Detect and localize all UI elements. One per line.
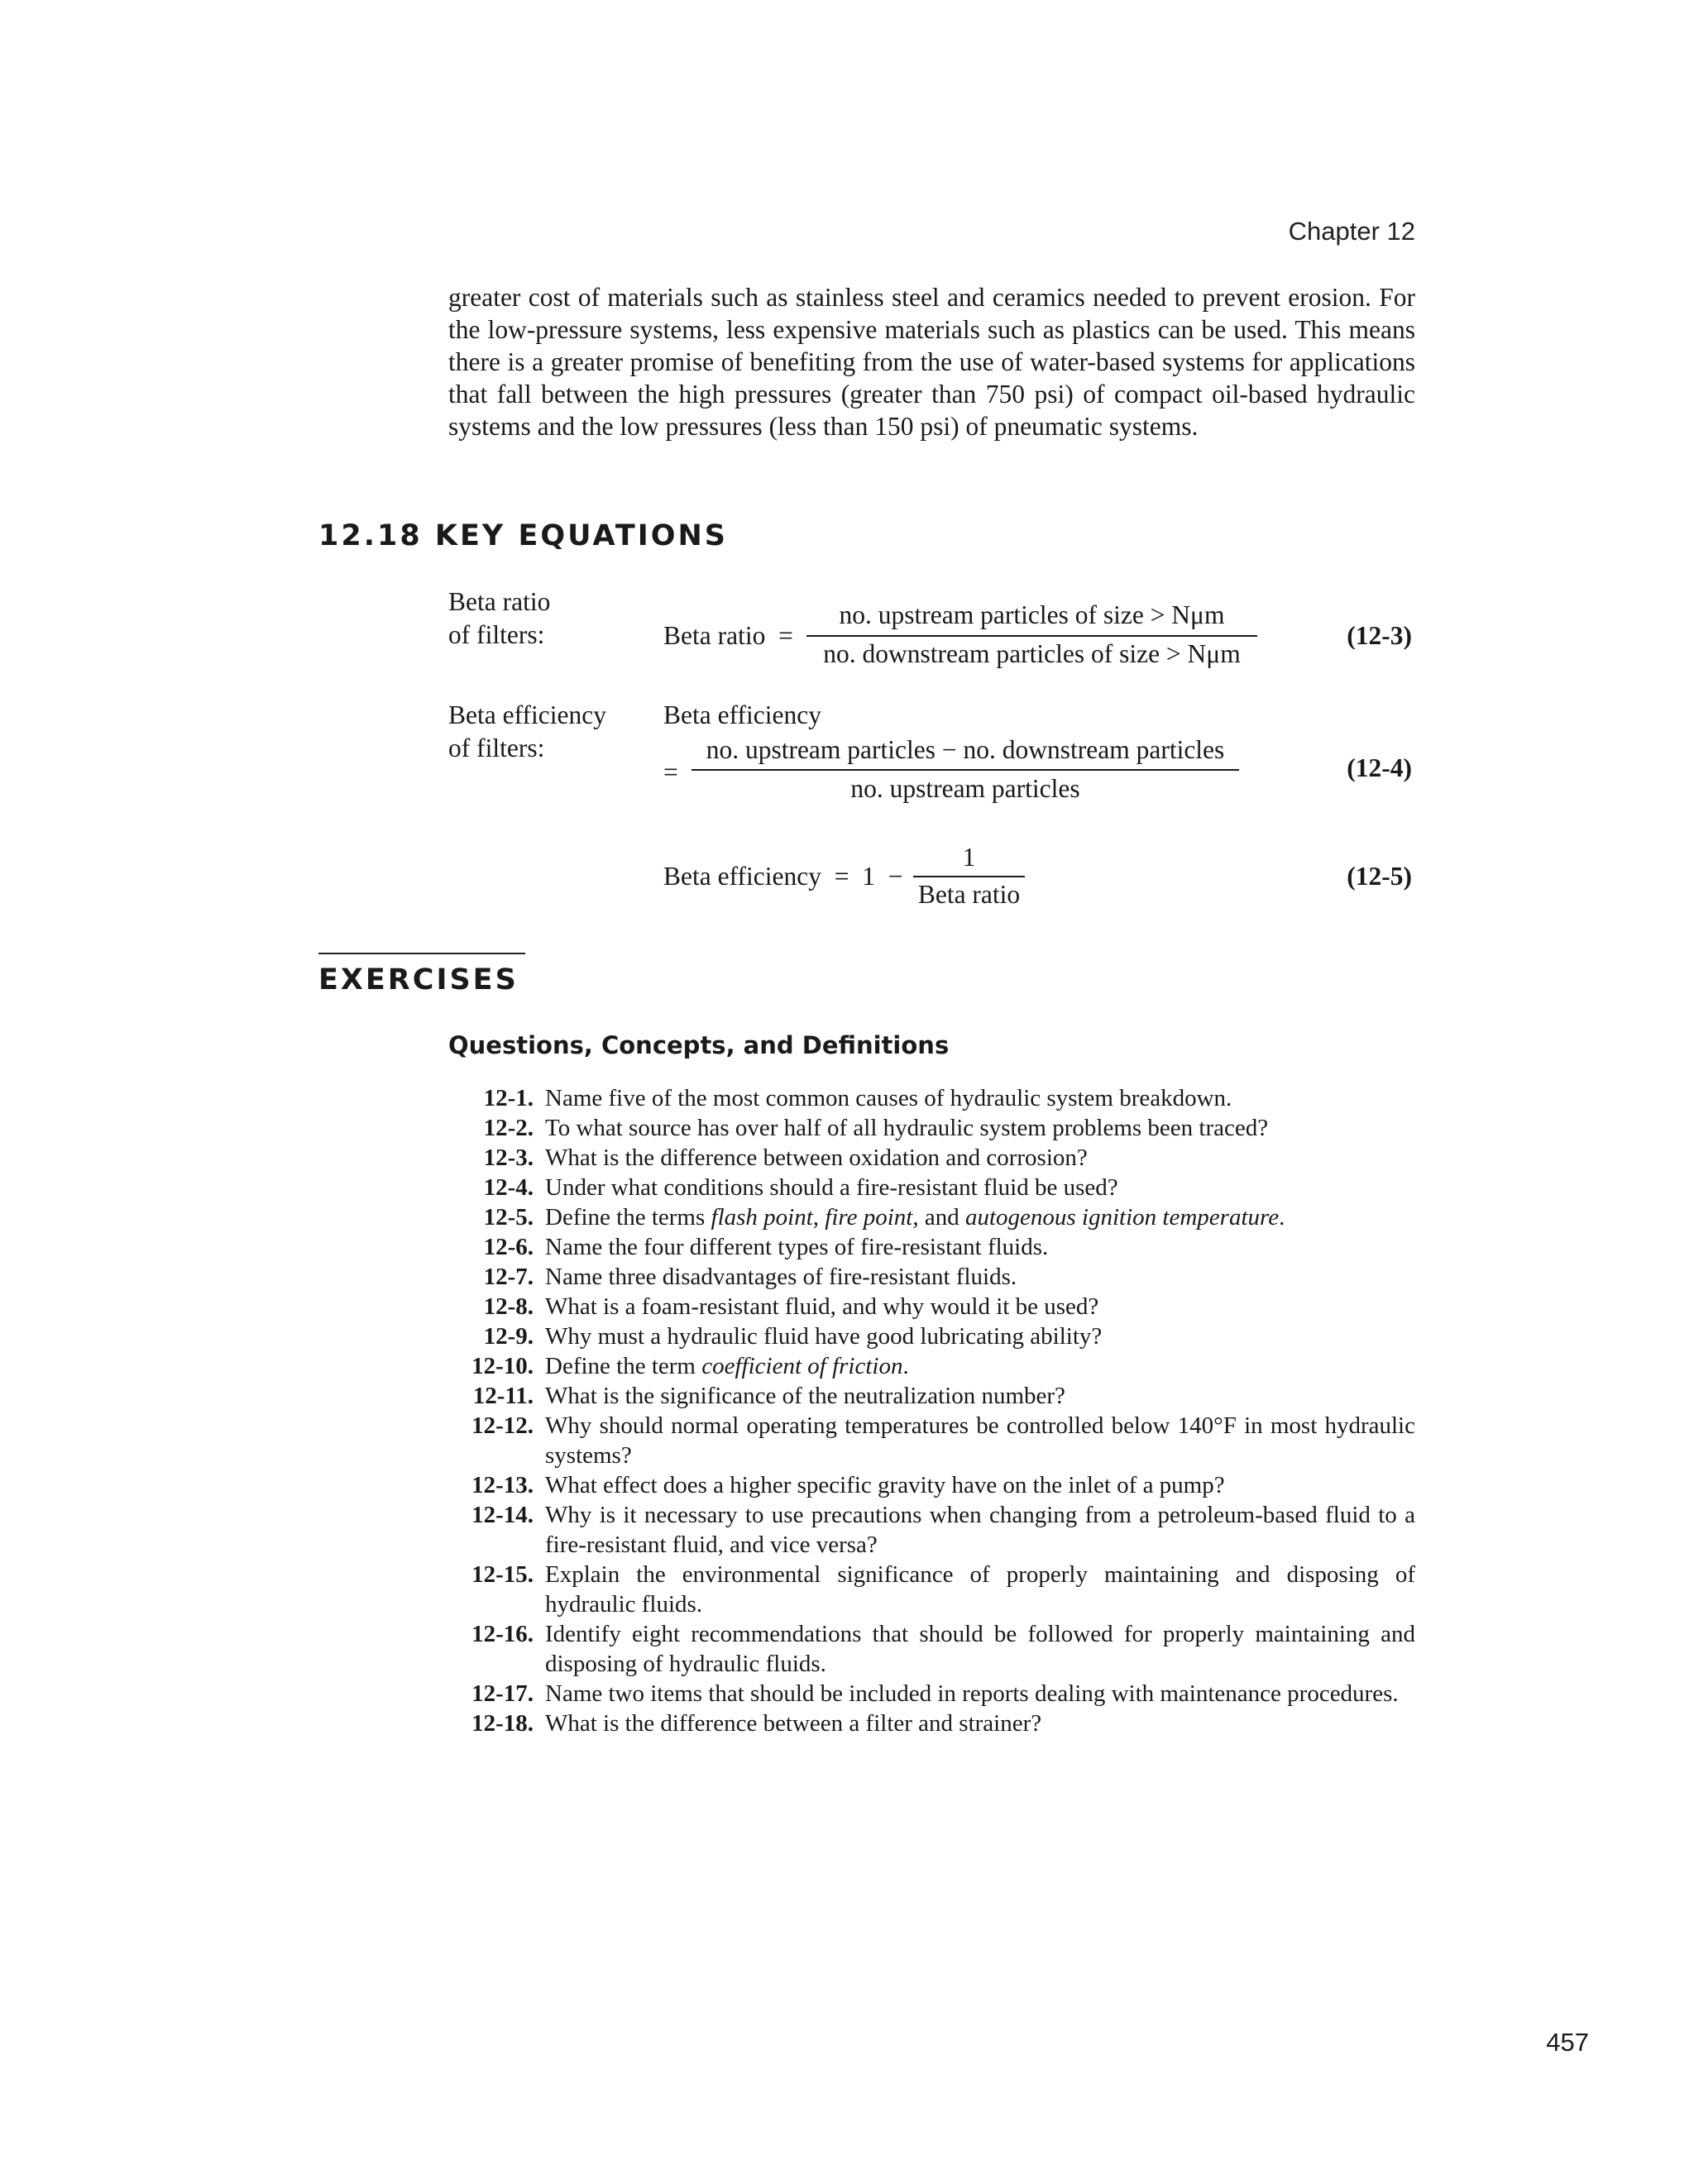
list-item bbox=[448, 1351, 1415, 1381]
list-item bbox=[448, 1560, 1415, 1619]
exercise-list bbox=[448, 1083, 1415, 1738]
beta-ratio-denominator: no. downstream particles of size > Nμm bbox=[823, 639, 1241, 668]
exercises-rule bbox=[318, 953, 525, 954]
exercise-text: What effect does a higher specific gravity have on the inlet of a pump? bbox=[545, 1472, 1225, 1498]
exercise-text-part: Define the term bbox=[545, 1353, 702, 1379]
exercise-number: 12-8. bbox=[483, 1293, 534, 1320]
list-item bbox=[448, 1619, 1415, 1679]
list-item bbox=[448, 1202, 1415, 1232]
exercise-text: Identify eight recommendations that should be followed for properly maintaining and disposing of hydraulic fluids. bbox=[545, 1621, 1415, 1677]
exercise-number: 12-10. bbox=[471, 1353, 534, 1379]
list-item bbox=[448, 1679, 1415, 1708]
key-equations-heading: 12.18 KEY EQUATIONS bbox=[318, 519, 728, 552]
page-number: 457 bbox=[1546, 2028, 1589, 2057]
exercise-number: 12-3. bbox=[483, 1145, 534, 1171]
list-item bbox=[448, 1262, 1415, 1292]
list-item bbox=[448, 1381, 1415, 1411]
exercise-text: What is the difference between oxidation and corrosion? bbox=[545, 1145, 1088, 1171]
exercise-text: To what source has over half of all hydraulic system problems been traced? bbox=[545, 1115, 1269, 1141]
exercise-text-part: , and bbox=[912, 1204, 965, 1231]
exercise-text: Name the four different types of fire-resistant fluids. bbox=[545, 1234, 1049, 1260]
exercises-heading: EXERCISES bbox=[318, 963, 519, 996]
exercise-text-part: . bbox=[1279, 1204, 1285, 1231]
exercise-number: 12-18. bbox=[471, 1710, 534, 1737]
beta-efficiency-label-line1: Beta efficiency bbox=[448, 700, 606, 729]
beta-efficiency-alt-denominator: Beta ratio bbox=[917, 880, 1021, 909]
beta-efficiency-numerator: no. upstream particles − no. downstream particles bbox=[706, 735, 1225, 764]
exercise-text: Why should normal operating temperatures be controlled below 140°F in most hydraulic systems? bbox=[545, 1412, 1415, 1469]
beta-ratio-label bbox=[448, 585, 550, 652]
list-item bbox=[448, 1143, 1415, 1173]
term-coefficient-of-friction: coefficient of friction bbox=[701, 1353, 903, 1379]
exercise-text: Name three disadvantages of fire-resistant fluids. bbox=[545, 1264, 1017, 1290]
exercise-text: Why must a hydraulic fluid have good lubricating ability? bbox=[545, 1323, 1103, 1350]
term-autogenous-ignition: autogenous ignition temperature bbox=[964, 1204, 1280, 1231]
exercise-number: 12-6. bbox=[483, 1234, 534, 1260]
equation-number-12-3: (12-3) bbox=[1347, 621, 1412, 650]
exercise-text-part: Define the terms bbox=[545, 1204, 711, 1231]
list-item bbox=[448, 1708, 1415, 1738]
exercise-number: 12-12. bbox=[471, 1412, 534, 1439]
exercise-text bbox=[545, 1351, 1415, 1381]
list-item bbox=[448, 1321, 1415, 1351]
list-item bbox=[448, 1232, 1415, 1262]
exercise-text: Name five of the most common causes of hydraulic system breakdown. bbox=[545, 1085, 1232, 1111]
exercise-text bbox=[545, 1202, 1415, 1232]
exercise-number: 12-14. bbox=[471, 1502, 534, 1528]
intro-paragraph: greater cost of materials such as stainless steel and ceramics needed to prevent erosion. For the low-pressure systems, less expensive materials such as plastics can be used. This means there is a greater promise of benefiting from the use of water-based systems for applications that fall between the high pressures (greater than 750 psi) of compact oil-based hydraulic systems and the low pressures (less than 150 psi) of pneumatic systems. bbox=[448, 283, 1415, 441]
exercise-text: Name two items that should be included in reports dealing with maintenance procedures. bbox=[545, 1680, 1399, 1707]
beta-efficiency-alt-lhs: Beta efficiency = 1 − bbox=[663, 862, 903, 891]
term-flash-fire-point: flash point, fire point bbox=[711, 1204, 913, 1231]
list-item bbox=[448, 1500, 1415, 1560]
beta-ratio-label-line2: of filters: bbox=[448, 620, 545, 649]
beta-ratio-fraction-bar bbox=[806, 635, 1257, 637]
exercise-number: 12-11. bbox=[472, 1383, 534, 1409]
beta-ratio-label-line1: Beta ratio bbox=[448, 587, 551, 616]
beta-efficiency-lhs: Beta efficiency bbox=[663, 700, 821, 729]
equation-number-12-4: (12-4) bbox=[1347, 753, 1412, 782]
exercise-text: What is a foam-resistant fluid, and why would it be used? bbox=[545, 1293, 1099, 1320]
exercise-text: What is the difference between a filter and strainer? bbox=[545, 1710, 1042, 1737]
exercise-text: What is the significance of the neutralization number? bbox=[545, 1383, 1065, 1409]
exercise-text-part: . bbox=[902, 1353, 909, 1379]
exercise-number: 12-15. bbox=[471, 1561, 534, 1588]
beta-efficiency-fraction-bar bbox=[691, 769, 1239, 771]
exercise-number: 12-5. bbox=[483, 1204, 534, 1231]
beta-efficiency-alt-fraction-bar bbox=[913, 876, 1025, 877]
beta-efficiency-equals: = bbox=[663, 757, 678, 786]
list-item bbox=[448, 1292, 1415, 1321]
list-item bbox=[448, 1083, 1415, 1113]
equation-number-12-5: (12-5) bbox=[1347, 862, 1412, 891]
beta-efficiency-label bbox=[448, 699, 606, 765]
exercise-number: 12-16. bbox=[471, 1621, 534, 1647]
exercises-subheading: Questions, Concepts, and Definitions bbox=[448, 1031, 950, 1059]
exercise-number: 12-7. bbox=[483, 1264, 534, 1290]
beta-ratio-numerator: no. upstream particles of size > Nμm bbox=[839, 600, 1225, 629]
beta-ratio-lhs: Beta ratio = bbox=[663, 621, 793, 650]
list-item bbox=[448, 1173, 1415, 1202]
exercise-number: 12-2. bbox=[483, 1115, 534, 1141]
beta-efficiency-alt-numerator: 1 bbox=[962, 843, 976, 872]
exercise-number: 12-1. bbox=[483, 1085, 534, 1111]
list-item bbox=[448, 1470, 1415, 1500]
exercise-number: 12-9. bbox=[483, 1323, 534, 1350]
list-item bbox=[448, 1411, 1415, 1470]
running-head: Chapter 12 bbox=[1288, 217, 1415, 246]
exercise-number: 12-17. bbox=[471, 1680, 534, 1707]
exercise-text: Explain the environmental significance of properly maintaining and disposing of hydraulic fluids. bbox=[545, 1561, 1415, 1618]
exercise-text: Under what conditions should a fire-resistant fluid be used? bbox=[545, 1174, 1118, 1201]
exercise-text: Why is it necessary to use precautions when changing from a petroleum-based fluid to a fire-resistant fluid, and vice versa? bbox=[545, 1502, 1415, 1558]
beta-efficiency-denominator: no. upstream particles bbox=[850, 774, 1080, 803]
beta-efficiency-label-line2: of filters: bbox=[448, 734, 545, 762]
exercise-number: 12-13. bbox=[471, 1472, 534, 1498]
list-item bbox=[448, 1113, 1415, 1143]
exercise-number: 12-4. bbox=[483, 1174, 534, 1201]
